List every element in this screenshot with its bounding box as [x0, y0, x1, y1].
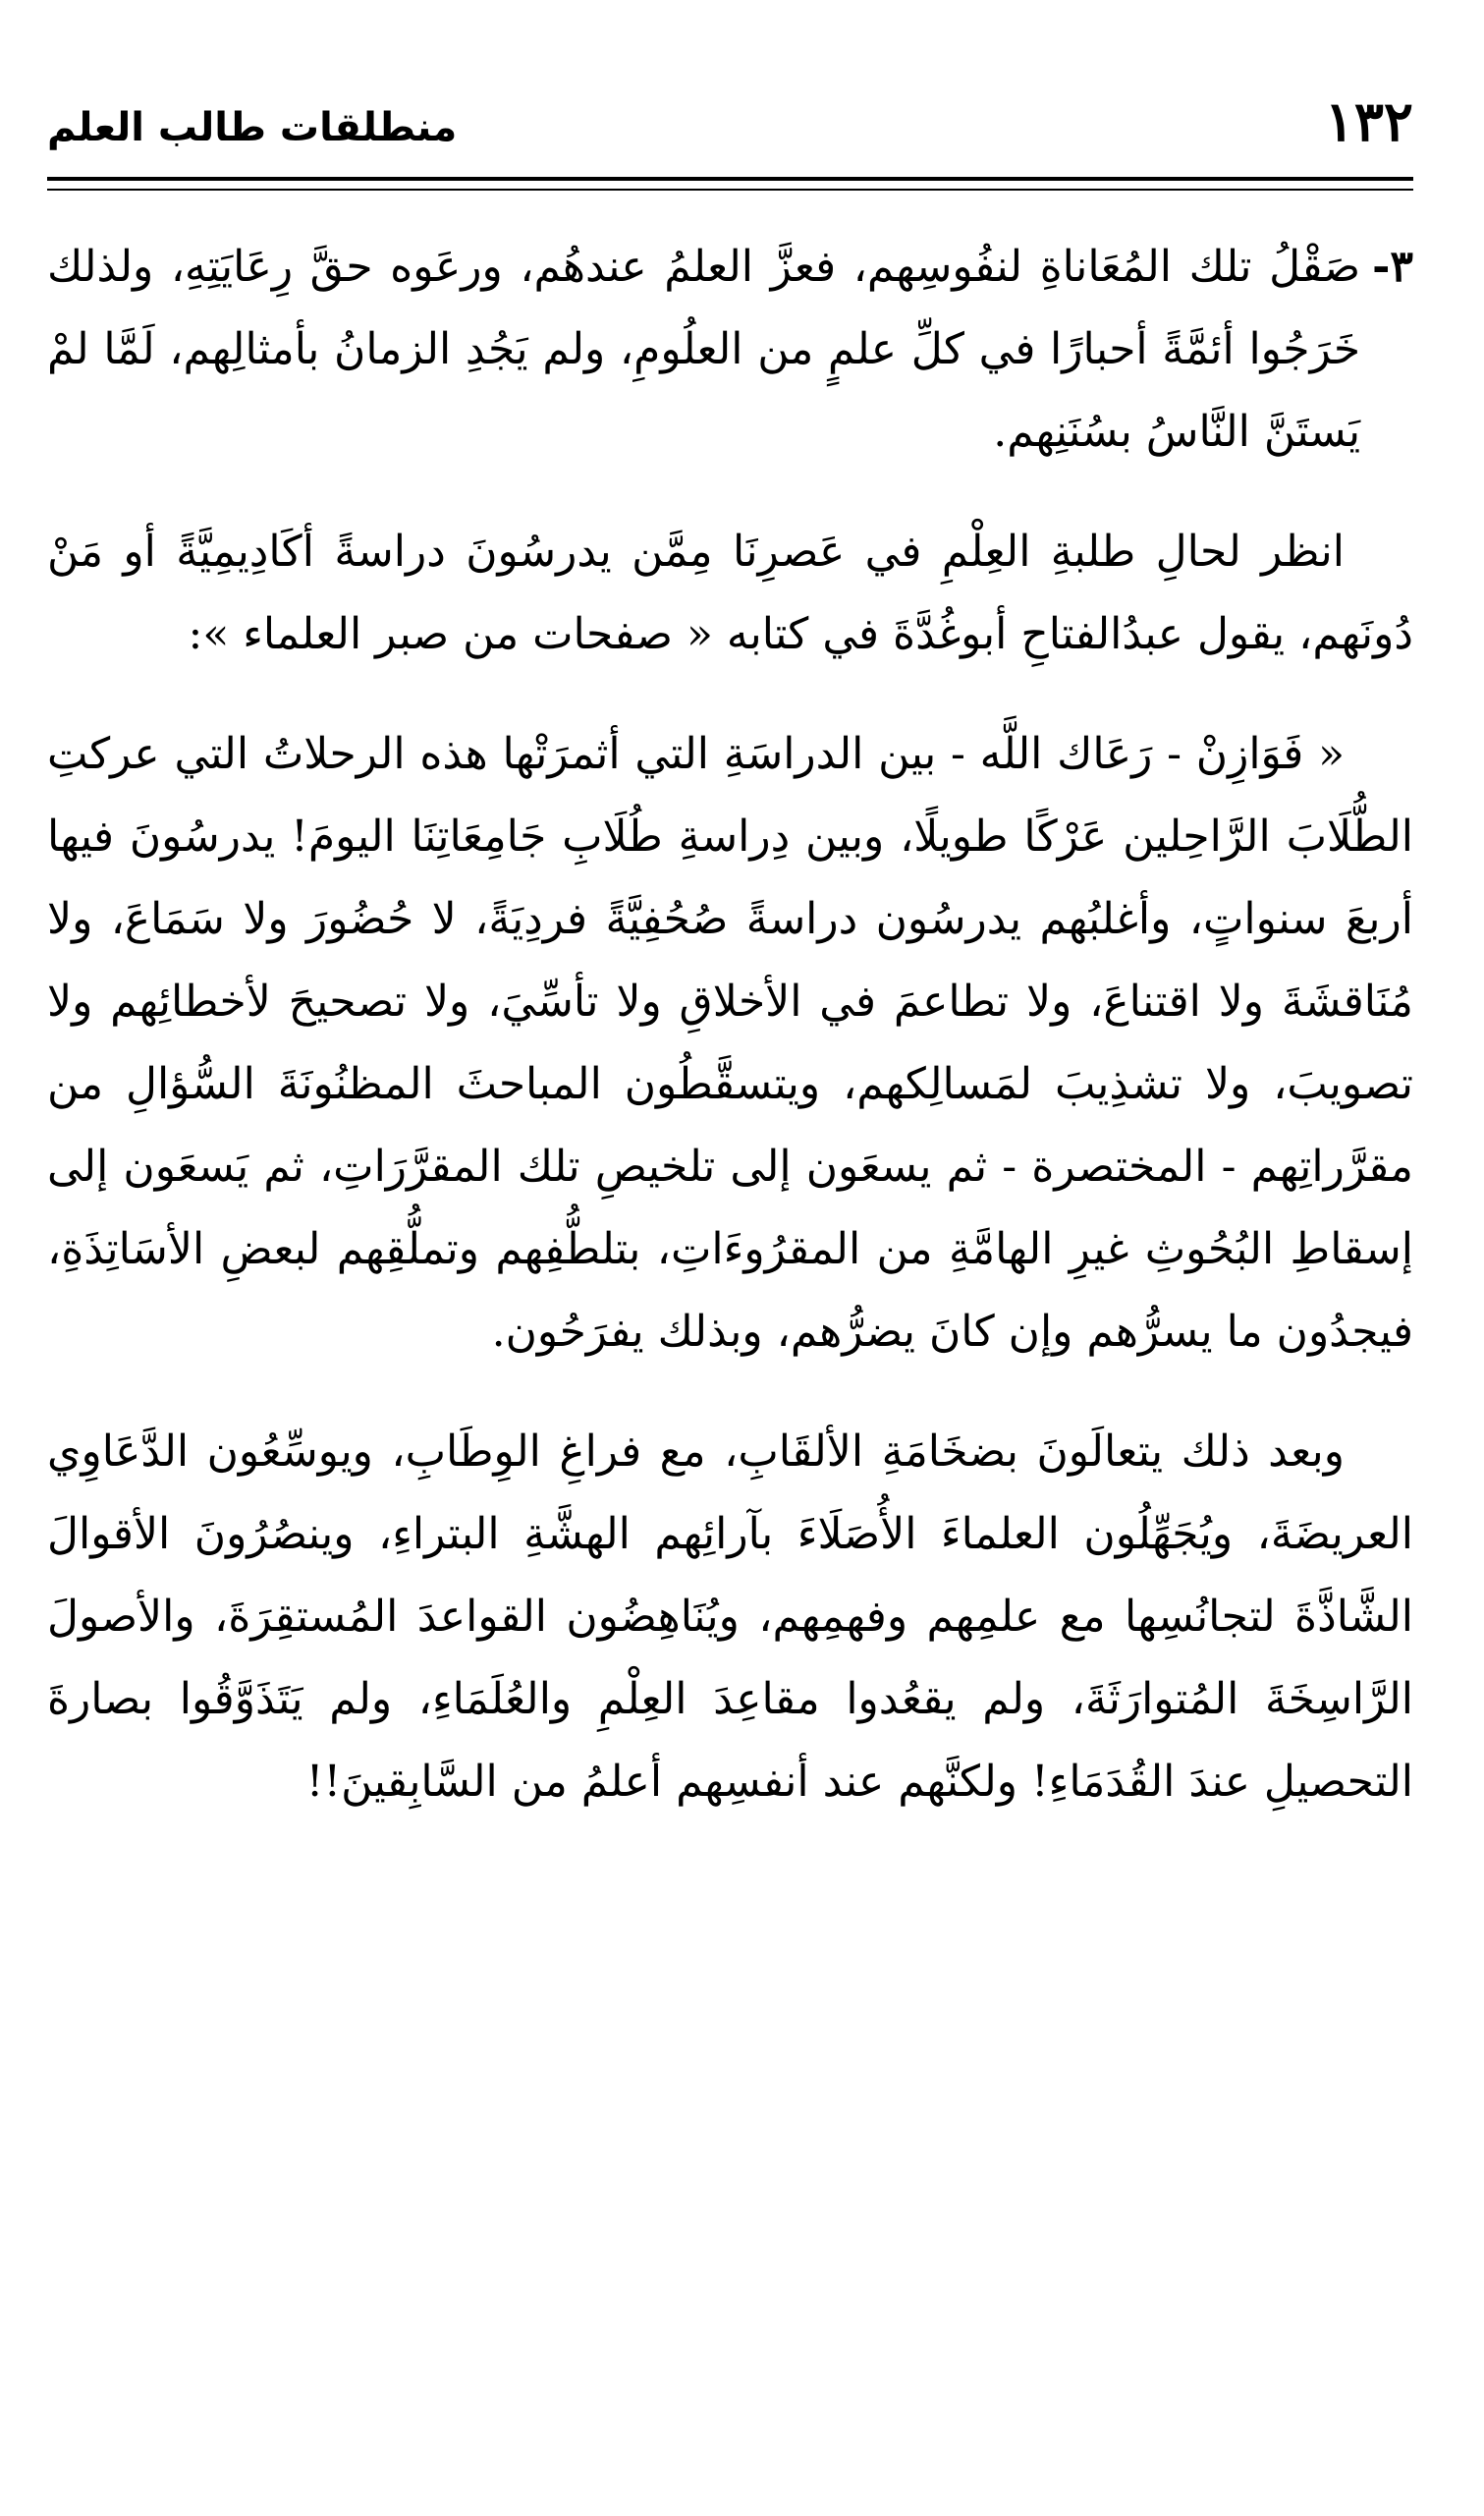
header-rule-thick: [47, 177, 1413, 181]
paragraph-closing: وبعد ذلك يتعالَونَ بضخَامَةِ الألقَابِ، مع فراغِ الوِطَابِ، ويوسِّعُون الدَّعَاوِي العريضَةَ، ويُجَهِّلُون العلماءَ الأُصَلَاءَ بآرائِهم الهشَّةِ البتراءِ، وينصُرُونَ الأقوالَ الشَّاذَّةَ لتجانُسِها مع علمِهم وفهمِهم، ويُنَاهِضُون القواعدَ المُستقِرَةَ، والأصولَ الرَّاسِخَةَ المُتوارَثَةَ، ولم يقعُدوا مقاعِدَ العِلْمِ والعُلَمَاءِ، ولم يَتَذَوَّقُوا بصارةَ التحصيلِ عندَ القُدَمَاءِ! ولكنَّهم عند أنفسِهم أعلمُ من السَّابِقينَ!!: [47, 1426, 1413, 1807]
page-header: [47, 88, 1413, 167]
header-rule-thin: [47, 189, 1413, 191]
numbered-item-3: [47, 226, 1413, 474]
paragraph-intro: انظر لحالِ طلبةِ العِلْمِ في عَصرِنَا مِمَّن يدرسُونَ دراسةً أكَادِيمِيَّةً أو مَنْ دُونَهم، يقول عبدُالفتاحِ أبوغُدَّةَ في كتابه « صفحات من صبر العلماء »:: [47, 527, 1413, 659]
page-body: [47, 226, 1413, 1861]
page-number: ١٣٢: [1324, 89, 1413, 154]
item-number: ٣-: [1372, 242, 1413, 292]
quote-paragraph: « فَوَازِنْ - رَعَاك اللَّه - بين الدراسَةِ التي أثمرَتْها هذه الرحلاتُ التي عركتِ الطُّلَابَ الرَّاحِلين عَرْكًا طويلًا، وبين دِراسةِ طُلَابِ جَامِعَاتِنَا اليومَ! يدرسُونَ فيها أربعَ سنواتٍ، وأغلبُهم يدرسُون دراسةً صُحُفِيَّةً فردِيَةً، لا حُضُورَ ولا سَمَاعَ، ولا مُنَاقشَةَ ولا اقتناعَ، ولا تطاعمَ في الأخلاقِ ولا تأسِّيَ، ولا تصحيحَ لأخطائِهم ولا تصويبَ، ولا تشذِيبَ لمَسالِكهم، ويتسقَّطُون المباحثَ المظنُونَةَ السُّؤالِ من مقرَّراتِهم - المختصرة - ثم يسعَون إلى تلخيصِ تلك المقرَّرَاتِ، ثم يَسعَون إلى إسقاطِ البُحُوثِ غيرِ الهامَّةِ من المقرُوءَاتِ، بتلطُّفِهم وتملُّقِهم لبعضِ الأسَاتِذَةِ، فيجدُون ما يسرُّهم وإن كانَ يضرُّهم، وبذلك يفرَحُون.: [47, 729, 1413, 1357]
item-text: صَقْلُ تلك المُعَاناةِ لنفُوسِهم، فعزَّ العلمُ عندهُم، ورعَوه حقَّ رِعَايَتِهِ، ولذلك خَرَجُوا أئمَّةً أحبارًا في كلِّ علمٍ من العلُومِ، ولم يَجُدِ الزمانُ بأمثالِهم، لَمَّا لمْ يَستَنَّ النَّاسُ بسُنَنِهم.: [47, 242, 1361, 457]
running-title: منطلقات طالب العلم: [47, 105, 458, 150]
